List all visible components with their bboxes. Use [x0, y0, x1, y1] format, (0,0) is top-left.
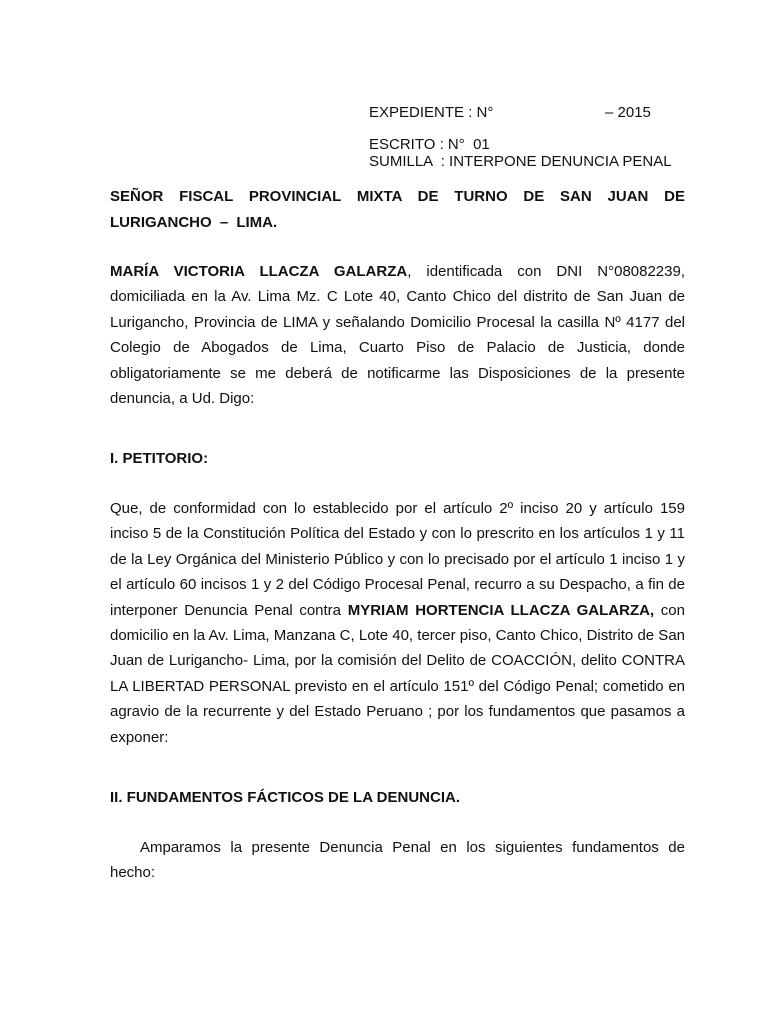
petitorio-text-after: con domicilio en la Av. Lima, Manzana C, Lote 40, tercer piso, Canto Chico, Distrito de San Juan de Lurigancho- Lima, por la comisión del Delito de COACCIÓN, delito CONTRA LA LIBERTAD PERSONAL previsto en el artículo 151º del Código Penal; cometido en agravio de la recurrente y del Estado Peruano ; por los fundamentos que pasamos a exponer:: [110, 601, 685, 746]
addressee: SEÑOR FISCAL PROVINCIAL MIXTA DE TURNO DE SAN JUAN DE LURIGANCHO – LIMA.: [110, 188, 685, 231]
fundamentos-heading: II. FUNDAMENTOS FÁCTICOS DE LA DENUNCIA.: [110, 789, 461, 806]
intro-text: , identificada con DNI N°08082239, domiciliada en la Av. Lima Mz. C Lote 40, Canto Chico del distrito de San Juan de Lurigancho, Provincia de LIMA y señalando Domicilio Procesal la casilla Nº 4177 del Colegio de Abogados de Lima, Cuarto Piso de Palacio de Justicia, donde obligatoriamente se me deberá de notificarme las Disposiciones de la presente denuncia, a Ud. Digo:: [110, 263, 686, 408]
intro-paragraph: [110, 259, 685, 411]
petitorio-paragraph: [110, 496, 685, 750]
accused-name: MYRIAM HORTENCIA LLACZA GALARZA,: [347, 601, 655, 619]
expediente-label: EXPEDIENTE : N°: [369, 104, 494, 121]
fundamentos-paragraph: Amparamos la presente Denuncia Penal en los siguientes fundamentos de hecho:: [110, 839, 685, 882]
complainant-name: MARÍA VICTORIA LLACZA GALARZA: [110, 263, 408, 280]
expediente-year: – 2015: [605, 104, 651, 121]
escrito-line: ESCRITO : N° 01: [369, 136, 490, 153]
petitorio-heading: I. PETITORIO:: [110, 450, 209, 467]
sumilla-line: SUMILLA : INTERPONE DENUNCIA PENAL: [369, 153, 672, 170]
petitorio-text-before: Que, de conformidad con lo establecido por el artículo 2º inciso 20 y artículo 159 inciso 5 de la Constitución Política del Estado y con lo prescrito en los artículos 1 y 11 de la Ley Orgánica del Ministerio Público y con lo precisado por el artículo 1 inciso 1 y el artículo 60 incisos 1 y 2 del Código Procesal Penal, recurro a su Despacho, a fin de interponer Denuncia Penal contra: [110, 500, 685, 619]
